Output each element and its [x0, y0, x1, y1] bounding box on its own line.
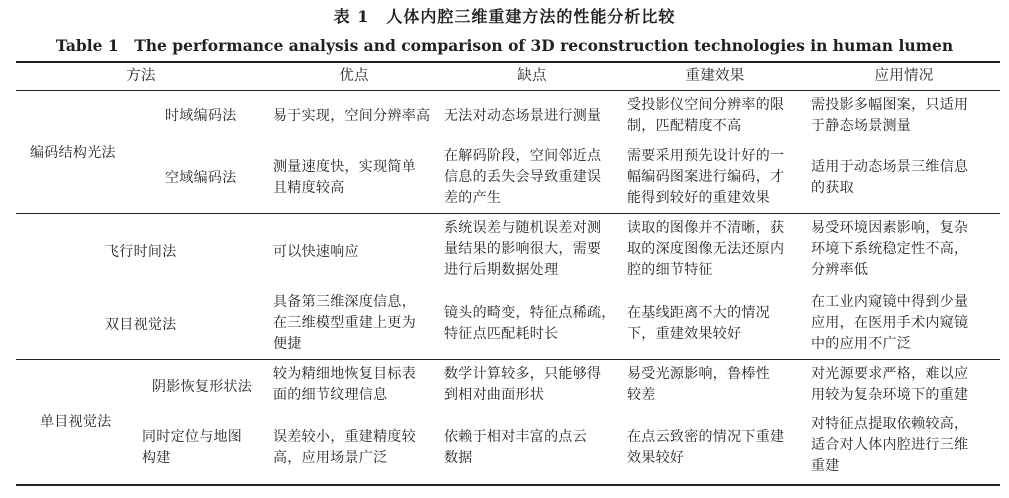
group-divider-1 — [16, 213, 1000, 214]
header-rule — [16, 90, 1000, 91]
row-effect: 在基线距离不大的情况 下，重建效果较好 — [627, 305, 770, 342]
row-pros: 可以快速响应 — [273, 244, 359, 260]
header-method: 方法 — [126, 68, 156, 84]
row-pros: 较为精细地恢复目标表 面的细节纹理信息 — [273, 366, 416, 403]
row-pros: 测量速度快，实现简单 且精度较高 — [273, 159, 416, 196]
row-pros: 误差较小，重建精度较 高，应用场景广泛 — [273, 429, 416, 466]
row-app: 在工业内窥镜中得到少量 应用，在医用手术内窥镜 中的应用不广泛 — [811, 294, 969, 352]
table-title-cn: 表 1 人体内腔三维重建方法的性能分析比较 — [333, 7, 676, 26]
row-pros: 易于实现，空间分辨率高 — [273, 108, 431, 124]
row-app: 易受环境因素影响，复杂 环境下系统稳定性不高， 分辨率低 — [811, 220, 969, 278]
row-effect: 易受光源影响，鲁棒性 较差 — [627, 366, 770, 403]
table-title-en: Table 1 The performance analysis and comparison of 3D reconstruction technologies in human lumen — [55, 36, 954, 55]
row-method: 空域编码法 — [165, 170, 237, 186]
row-effect: 在点云致密的情况下重建 效果较好 — [627, 429, 785, 466]
row-app: 对特征点提取依赖较高， 适合对人体内腔进行三维 重建 — [811, 416, 969, 474]
group-divider-2 — [16, 359, 1000, 360]
row-app: 适用于动态场景三维信息 的获取 — [811, 159, 969, 196]
group-name: 单目视觉法 — [40, 414, 112, 430]
row-method: 双目视觉法 — [105, 317, 177, 333]
row-method: 时域编码法 — [165, 108, 237, 124]
row-method: 飞行时间法 — [105, 244, 177, 260]
row-cons: 数学计算较多，只能够得 到相对曲面形状 — [444, 366, 602, 403]
row-pros: 具备第三维深度信息， 在三维模型重建上更为 便捷 — [273, 294, 416, 352]
row-method: 同时定位与地图 构建 — [142, 429, 243, 466]
row-effect: 受投影仪空间分辨率的限 制，匹配精度不高 — [627, 97, 785, 134]
row-app: 对光源要求严格，难以应 用较为复杂环境下的重建 — [811, 366, 969, 403]
group-name: 编码结构光法 — [30, 145, 116, 161]
row-cons: 系统误差与随机误差对测 量结果的影响很大，需要 进行后期数据处理 — [444, 220, 602, 278]
header-cons: 缺点 — [517, 68, 547, 84]
row-cons: 无法对动态场景进行测量 — [444, 108, 602, 124]
bottom-rule — [16, 484, 1000, 486]
row-effect: 读取的图像并不清晰，获 取的深度图像无法还原内 腔的细节特征 — [627, 220, 785, 278]
row-app: 需投影多幅图案，只适用 于静态场景测量 — [811, 97, 969, 134]
row-method: 阴影恢复形状法 — [152, 379, 253, 395]
header-effect: 重建效果 — [685, 68, 745, 84]
row-cons: 依赖于相对丰富的点云 数据 — [444, 429, 587, 466]
row-effect: 需要采用预先设计好的一 幅编码图案进行编码，才 能得到较好的重建效果 — [627, 148, 785, 206]
top-rule — [16, 61, 1000, 63]
row-cons: 在解码阶段，空间邻近点 信息的丢失会导致重建误 差的产生 — [444, 148, 602, 206]
header-app: 应用情况 — [874, 68, 934, 84]
header-pros: 优点 — [339, 68, 369, 84]
row-cons: 镜头的畸变，特征点稀疏， 特征点匹配耗时长 — [444, 305, 616, 342]
